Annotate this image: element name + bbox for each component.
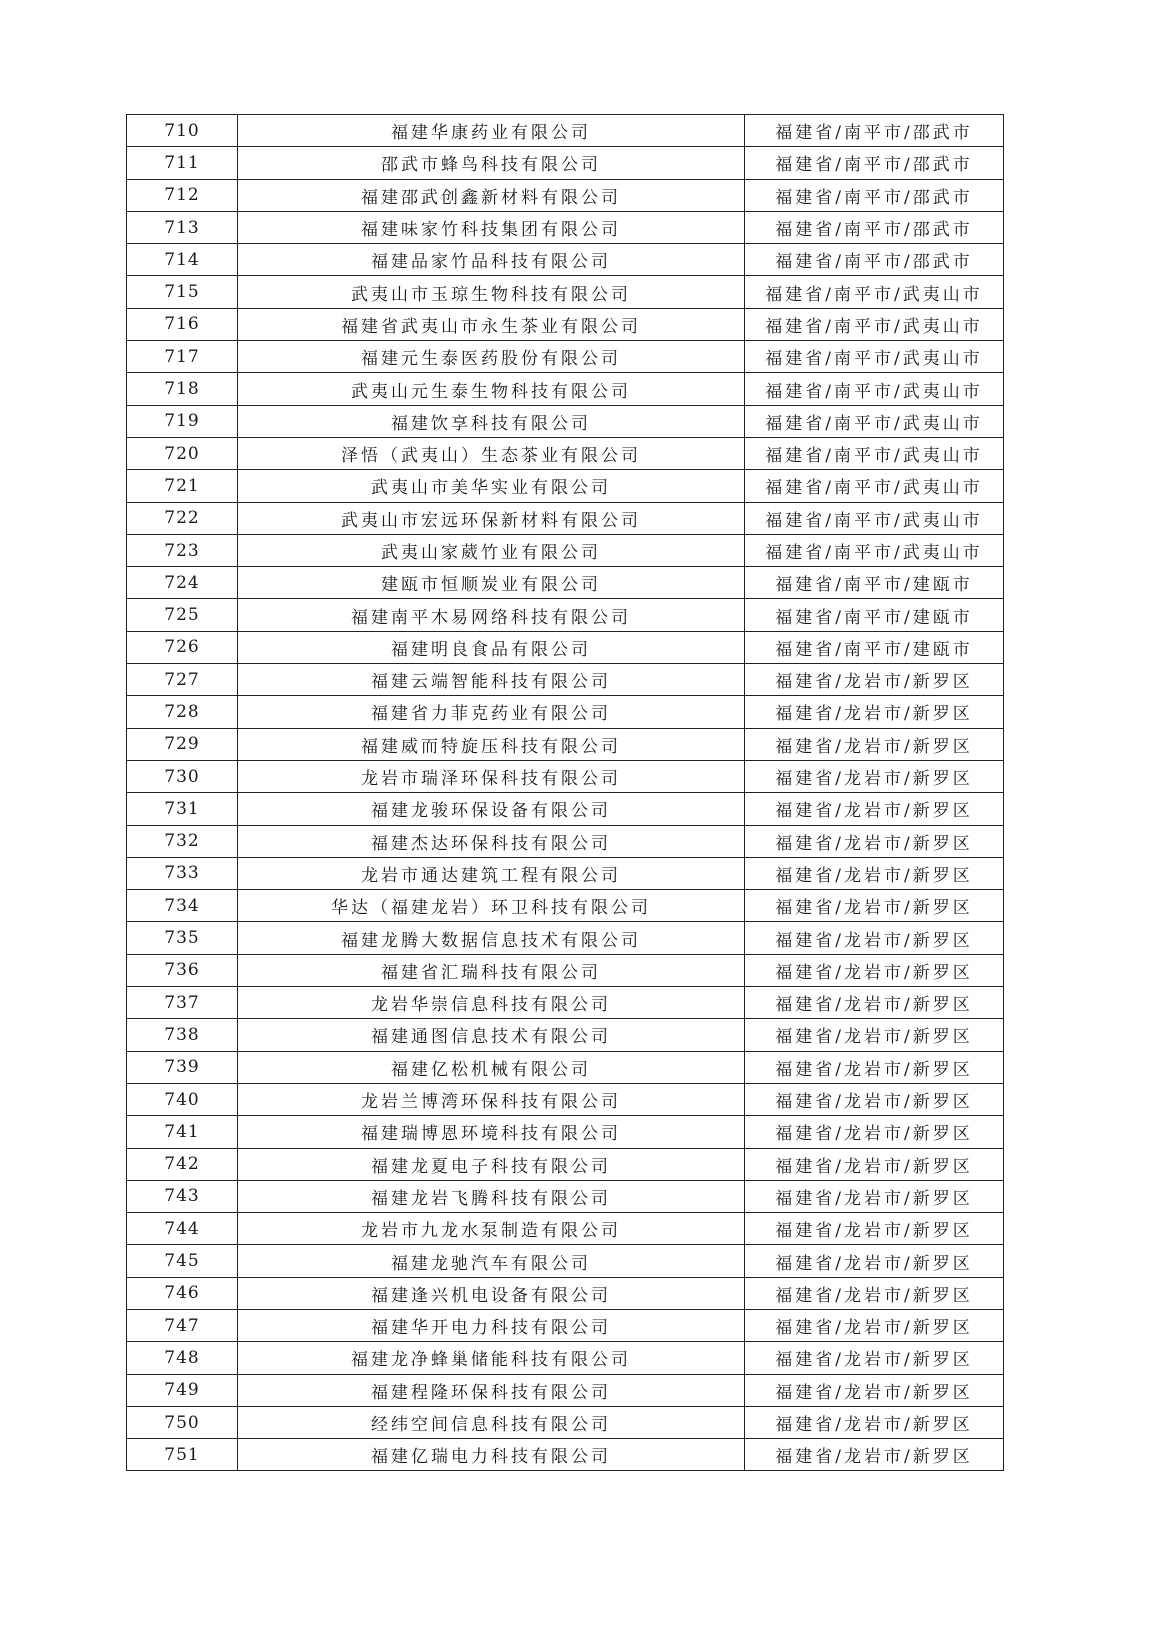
- table-row: [127, 1051, 1004, 1083]
- region-cell: 福建省/南平市/武夷山市: [745, 534, 1004, 566]
- table-row: [127, 373, 1004, 405]
- company-name-cell: 福建邵武创鑫新材料有限公司: [238, 179, 745, 211]
- company-name-cell: 武夷山市宏远环保新材料有限公司: [238, 502, 745, 534]
- company-name-cell: 福建龙驰汽车有限公司: [238, 1245, 745, 1277]
- region-cell: 福建省/龙岩市/新罗区: [745, 1245, 1004, 1277]
- table-row: [127, 857, 1004, 889]
- table-row: [127, 276, 1004, 308]
- row-number-cell: 733: [127, 857, 238, 889]
- row-number-cell: 728: [127, 696, 238, 728]
- company-name-cell: 福建龙净蜂巢储能科技有限公司: [238, 1342, 745, 1374]
- region-cell: 福建省/龙岩市/新罗区: [745, 793, 1004, 825]
- company-name-cell: 邵武市蜂鸟科技有限公司: [238, 147, 745, 179]
- table-row: [127, 502, 1004, 534]
- company-name-cell: 福建华康药业有限公司: [238, 115, 745, 147]
- row-number-cell: 715: [127, 276, 238, 308]
- table-row: [127, 599, 1004, 631]
- row-number-cell: 723: [127, 534, 238, 566]
- region-cell: 福建省/龙岩市/新罗区: [745, 664, 1004, 696]
- region-cell: 福建省/龙岩市/新罗区: [745, 987, 1004, 1019]
- row-number-cell: 745: [127, 1245, 238, 1277]
- table-row: [127, 341, 1004, 373]
- table-row: [127, 890, 1004, 922]
- row-number-cell: 719: [127, 405, 238, 437]
- company-name-cell: 福建饮享科技有限公司: [238, 405, 745, 437]
- company-name-cell: 龙岩市瑞泽环保科技有限公司: [238, 760, 745, 792]
- region-cell: 福建省/龙岩市/新罗区: [745, 1116, 1004, 1148]
- table-row: [127, 631, 1004, 663]
- table-row: [127, 470, 1004, 502]
- row-number-cell: 730: [127, 760, 238, 792]
- company-name-cell: 福建龙骏环保设备有限公司: [238, 793, 745, 825]
- company-name-cell: 福建元生泰医药股份有限公司: [238, 341, 745, 373]
- table-row: [127, 1374, 1004, 1406]
- region-cell: 福建省/龙岩市/新罗区: [745, 1406, 1004, 1438]
- table-row: [127, 244, 1004, 276]
- table-row: [127, 437, 1004, 469]
- row-number-cell: 731: [127, 793, 238, 825]
- region-cell: 福建省/龙岩市/新罗区: [745, 1180, 1004, 1212]
- row-number-cell: 718: [127, 373, 238, 405]
- table-row: [127, 308, 1004, 340]
- row-number-cell: 726: [127, 631, 238, 663]
- row-number-cell: 736: [127, 954, 238, 986]
- company-name-cell: 武夷山家葳竹业有限公司: [238, 534, 745, 566]
- region-cell: 福建省/南平市/武夷山市: [745, 405, 1004, 437]
- row-number-cell: 712: [127, 179, 238, 211]
- company-name-cell: 福建龙夏电子科技有限公司: [238, 1148, 745, 1180]
- table-row: [127, 664, 1004, 696]
- row-number-cell: 714: [127, 244, 238, 276]
- region-cell: 福建省/南平市/邵武市: [745, 211, 1004, 243]
- company-name-cell: 福建龙腾大数据信息技术有限公司: [238, 922, 745, 954]
- region-cell: 福建省/龙岩市/新罗区: [745, 696, 1004, 728]
- region-cell: 福建省/南平市/武夷山市: [745, 276, 1004, 308]
- table-row: [127, 1213, 1004, 1245]
- region-cell: 福建省/龙岩市/新罗区: [745, 1083, 1004, 1115]
- row-number-cell: 744: [127, 1213, 238, 1245]
- company-name-cell: 福建程隆环保科技有限公司: [238, 1374, 745, 1406]
- region-cell: 福建省/南平市/建瓯市: [745, 567, 1004, 599]
- company-name-cell: 福建威而特旋压科技有限公司: [238, 728, 745, 760]
- row-number-cell: 732: [127, 825, 238, 857]
- table-row: [127, 211, 1004, 243]
- company-name-cell: 福建品家竹品科技有限公司: [238, 244, 745, 276]
- row-number-cell: 743: [127, 1180, 238, 1212]
- region-cell: 福建省/龙岩市/新罗区: [745, 954, 1004, 986]
- region-cell: 福建省/龙岩市/新罗区: [745, 857, 1004, 889]
- row-number-cell: 735: [127, 922, 238, 954]
- company-name-cell: 福建龙岩飞腾科技有限公司: [238, 1180, 745, 1212]
- table-row: [127, 728, 1004, 760]
- table-row: [127, 1019, 1004, 1051]
- company-name-cell: 福建南平木易网络科技有限公司: [238, 599, 745, 631]
- company-name-cell: 福建瑞博恩环境科技有限公司: [238, 1116, 745, 1148]
- table-row: [127, 1148, 1004, 1180]
- row-number-cell: 747: [127, 1309, 238, 1341]
- region-cell: 福建省/南平市/武夷山市: [745, 341, 1004, 373]
- table-row: [127, 1245, 1004, 1277]
- region-cell: 福建省/龙岩市/新罗区: [745, 728, 1004, 760]
- region-cell: 福建省/南平市/建瓯市: [745, 599, 1004, 631]
- region-cell: 福建省/龙岩市/新罗区: [745, 760, 1004, 792]
- region-cell: 福建省/龙岩市/新罗区: [745, 890, 1004, 922]
- company-name-cell: 武夷山市美华实业有限公司: [238, 470, 745, 502]
- row-number-cell: 741: [127, 1116, 238, 1148]
- row-number-cell: 749: [127, 1374, 238, 1406]
- region-cell: 福建省/龙岩市/新罗区: [745, 1342, 1004, 1374]
- row-number-cell: 740: [127, 1083, 238, 1115]
- company-name-cell: 龙岩华崇信息科技有限公司: [238, 987, 745, 1019]
- region-cell: 福建省/龙岩市/新罗区: [745, 825, 1004, 857]
- row-number-cell: 716: [127, 308, 238, 340]
- region-cell: 福建省/南平市/武夷山市: [745, 437, 1004, 469]
- table-row: [127, 405, 1004, 437]
- region-cell: 福建省/龙岩市/新罗区: [745, 1277, 1004, 1309]
- company-name-cell: 泽悟（武夷山）生态茶业有限公司: [238, 437, 745, 469]
- table-row: [127, 954, 1004, 986]
- company-name-cell: 华达（福建龙岩）环卫科技有限公司: [238, 890, 745, 922]
- row-number-cell: 710: [127, 115, 238, 147]
- company-name-cell: 福建杰达环保科技有限公司: [238, 825, 745, 857]
- region-cell: 福建省/南平市/邵武市: [745, 115, 1004, 147]
- company-name-cell: 福建通图信息技术有限公司: [238, 1019, 745, 1051]
- table-body: [127, 115, 1004, 1471]
- region-cell: 福建省/南平市/武夷山市: [745, 502, 1004, 534]
- company-name-cell: 福建省汇瑞科技有限公司: [238, 954, 745, 986]
- company-name-cell: 福建云端智能科技有限公司: [238, 664, 745, 696]
- region-cell: 福建省/南平市/邵武市: [745, 244, 1004, 276]
- region-cell: 福建省/南平市/建瓯市: [745, 631, 1004, 663]
- company-name-cell: 龙岩市通达建筑工程有限公司: [238, 857, 745, 889]
- region-cell: 福建省/龙岩市/新罗区: [745, 1148, 1004, 1180]
- company-name-cell: 福建明良食品有限公司: [238, 631, 745, 663]
- region-cell: 福建省/南平市/邵武市: [745, 179, 1004, 211]
- row-number-cell: 713: [127, 211, 238, 243]
- table-row: [127, 115, 1004, 147]
- company-name-cell: 福建省力菲克药业有限公司: [238, 696, 745, 728]
- region-cell: 福建省/龙岩市/新罗区: [745, 1019, 1004, 1051]
- row-number-cell: 748: [127, 1342, 238, 1374]
- row-number-cell: 751: [127, 1439, 238, 1471]
- table-row: [127, 1277, 1004, 1309]
- table-row: [127, 987, 1004, 1019]
- company-name-cell: 龙岩兰博湾环保科技有限公司: [238, 1083, 745, 1115]
- table-row: [127, 696, 1004, 728]
- table-row: [127, 1180, 1004, 1212]
- region-cell: 福建省/南平市/武夷山市: [745, 308, 1004, 340]
- company-name-cell: 经纬空间信息科技有限公司: [238, 1406, 745, 1438]
- table-row: [127, 534, 1004, 566]
- row-number-cell: 737: [127, 987, 238, 1019]
- table-row: [127, 1342, 1004, 1374]
- row-number-cell: 721: [127, 470, 238, 502]
- row-number-cell: 746: [127, 1277, 238, 1309]
- table-row: [127, 922, 1004, 954]
- row-number-cell: 717: [127, 341, 238, 373]
- table-row: [127, 567, 1004, 599]
- company-name-cell: 建瓯市恒顺炭业有限公司: [238, 567, 745, 599]
- row-number-cell: 750: [127, 1406, 238, 1438]
- region-cell: 福建省/南平市/武夷山市: [745, 373, 1004, 405]
- company-name-cell: 武夷山市玉琼生物科技有限公司: [238, 276, 745, 308]
- table-row: [127, 760, 1004, 792]
- table-row: [127, 1406, 1004, 1438]
- table-row: [127, 1116, 1004, 1148]
- region-cell: 福建省/南平市/邵武市: [745, 147, 1004, 179]
- row-number-cell: 738: [127, 1019, 238, 1051]
- company-name-cell: 福建省武夷山市永生茶业有限公司: [238, 308, 745, 340]
- table-row: [127, 1439, 1004, 1471]
- table-row: [127, 825, 1004, 857]
- region-cell: 福建省/南平市/武夷山市: [745, 470, 1004, 502]
- row-number-cell: 725: [127, 599, 238, 631]
- region-cell: 福建省/龙岩市/新罗区: [745, 922, 1004, 954]
- table-row: [127, 147, 1004, 179]
- table-row: [127, 1083, 1004, 1115]
- row-number-cell: 724: [127, 567, 238, 599]
- company-name-cell: 福建味家竹科技集团有限公司: [238, 211, 745, 243]
- company-name-cell: 福建亿松机械有限公司: [238, 1051, 745, 1083]
- row-number-cell: 722: [127, 502, 238, 534]
- row-number-cell: 720: [127, 437, 238, 469]
- company-name-cell: 龙岩市九龙水泵制造有限公司: [238, 1213, 745, 1245]
- row-number-cell: 729: [127, 728, 238, 760]
- table-row: [127, 179, 1004, 211]
- row-number-cell: 711: [127, 147, 238, 179]
- region-cell: 福建省/龙岩市/新罗区: [745, 1213, 1004, 1245]
- row-number-cell: 742: [127, 1148, 238, 1180]
- region-cell: 福建省/龙岩市/新罗区: [745, 1309, 1004, 1341]
- company-list-table: [126, 114, 1004, 1471]
- company-name-cell: 武夷山元生泰生物科技有限公司: [238, 373, 745, 405]
- region-cell: 福建省/龙岩市/新罗区: [745, 1374, 1004, 1406]
- company-name-cell: 福建华开电力科技有限公司: [238, 1309, 745, 1341]
- table-row: [127, 1309, 1004, 1341]
- company-name-cell: 福建逢兴机电设备有限公司: [238, 1277, 745, 1309]
- table-row: [127, 793, 1004, 825]
- row-number-cell: 739: [127, 1051, 238, 1083]
- row-number-cell: 727: [127, 664, 238, 696]
- region-cell: 福建省/龙岩市/新罗区: [745, 1051, 1004, 1083]
- region-cell: 福建省/龙岩市/新罗区: [745, 1439, 1004, 1471]
- company-name-cell: 福建亿瑞电力科技有限公司: [238, 1439, 745, 1471]
- row-number-cell: 734: [127, 890, 238, 922]
